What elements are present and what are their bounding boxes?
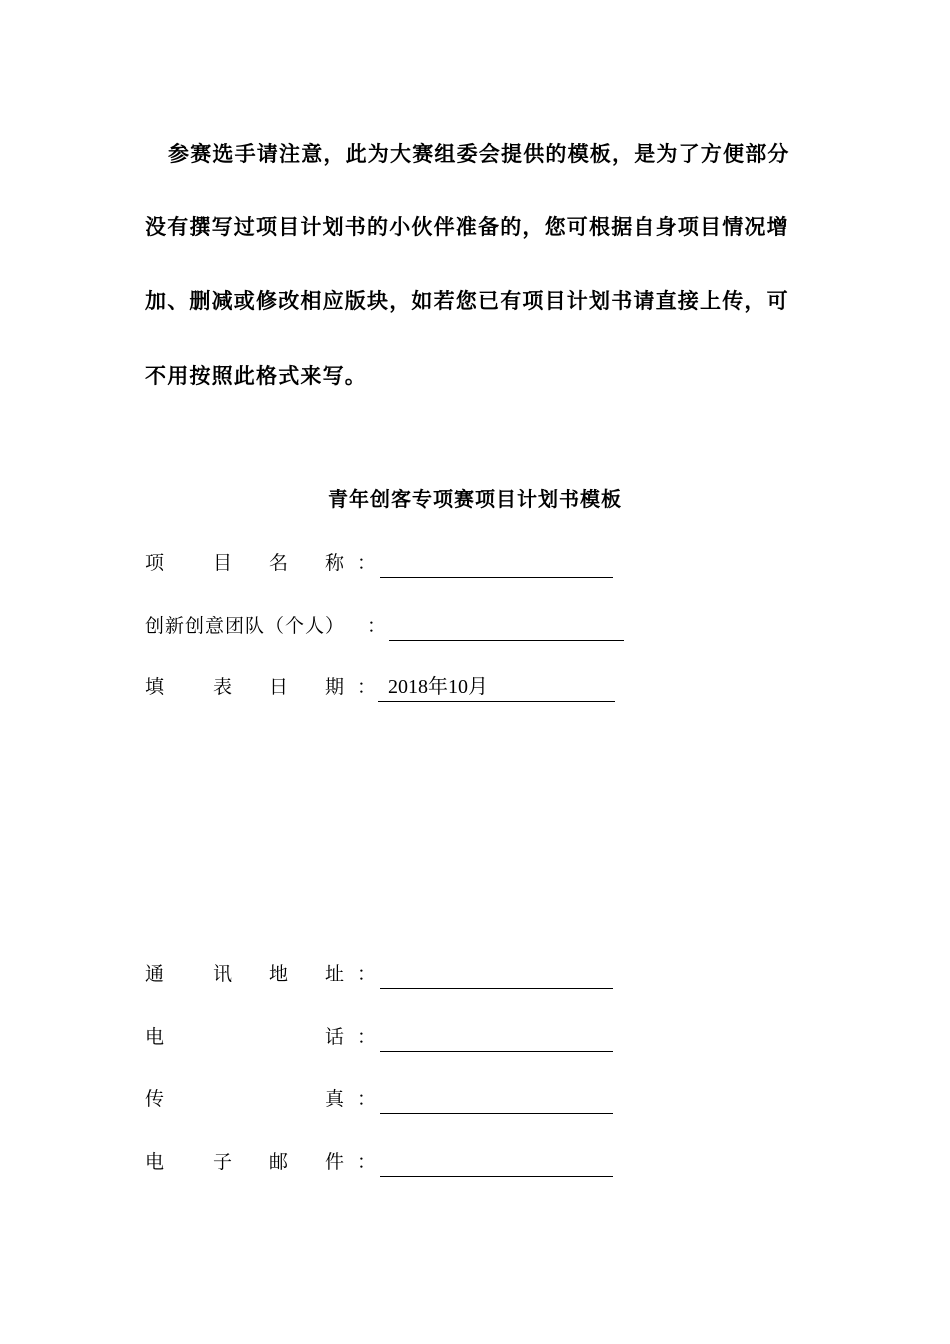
field-colon: ： [357, 1151, 377, 1173]
label-char: 子 [213, 1151, 233, 1173]
label-char: 讯 [213, 963, 233, 985]
project-name-input[interactable] [380, 548, 613, 578]
label-char: 名 [269, 552, 289, 574]
notice-line-4: 不用按照此格式来写。 [145, 363, 367, 388]
notice-line-1: 参赛选手请注意，此为大赛组委会提供的模板，是为了方便部分 [168, 141, 790, 166]
label-char: 填 [145, 676, 165, 698]
label-char: 话 [325, 1026, 345, 1048]
field-colon: ： [357, 552, 377, 574]
phone-input[interactable] [380, 1022, 613, 1052]
field-colon: ： [367, 615, 387, 637]
label-char: 通 [145, 963, 165, 985]
field-colon: ： [357, 676, 377, 698]
team-input[interactable] [389, 611, 624, 641]
label-char: 目 [213, 552, 233, 574]
document-title: 青年创客专项赛项目计划书模板 [328, 487, 622, 511]
field-value: 2018年10月 [388, 676, 488, 698]
label-char: 表 [213, 676, 233, 698]
label-char: 件 [325, 1151, 345, 1173]
field-colon: ： [357, 1026, 377, 1048]
email-input[interactable] [380, 1147, 613, 1177]
field-colon: ： [357, 1088, 377, 1110]
label-char: 址 [325, 963, 345, 985]
notice-line-2: 没有撰写过项目计划书的小伙伴准备的，您可根据自身项目情况增 [145, 214, 789, 239]
label-char: 传 [145, 1088, 165, 1110]
label-char: 项 [145, 552, 165, 574]
label-char: 日 [269, 676, 289, 698]
address-input[interactable] [380, 959, 613, 989]
label-char: 地 [269, 963, 289, 985]
label-char: 电 [145, 1026, 165, 1048]
label-char: 邮 [269, 1151, 289, 1173]
label-char: 期 [325, 676, 345, 698]
field-label: 创新创意团队（个人） [145, 615, 346, 637]
notice-line-3: 加、删减或修改相应版块，如若您已有项目计划书请直接上传，可 [145, 288, 789, 313]
field-colon: ： [357, 963, 377, 985]
label-char: 电 [145, 1151, 165, 1173]
label-char: 称 [325, 552, 345, 574]
label-char: 真 [325, 1088, 345, 1110]
date-input[interactable] [378, 672, 615, 702]
fax-input[interactable] [380, 1084, 613, 1114]
